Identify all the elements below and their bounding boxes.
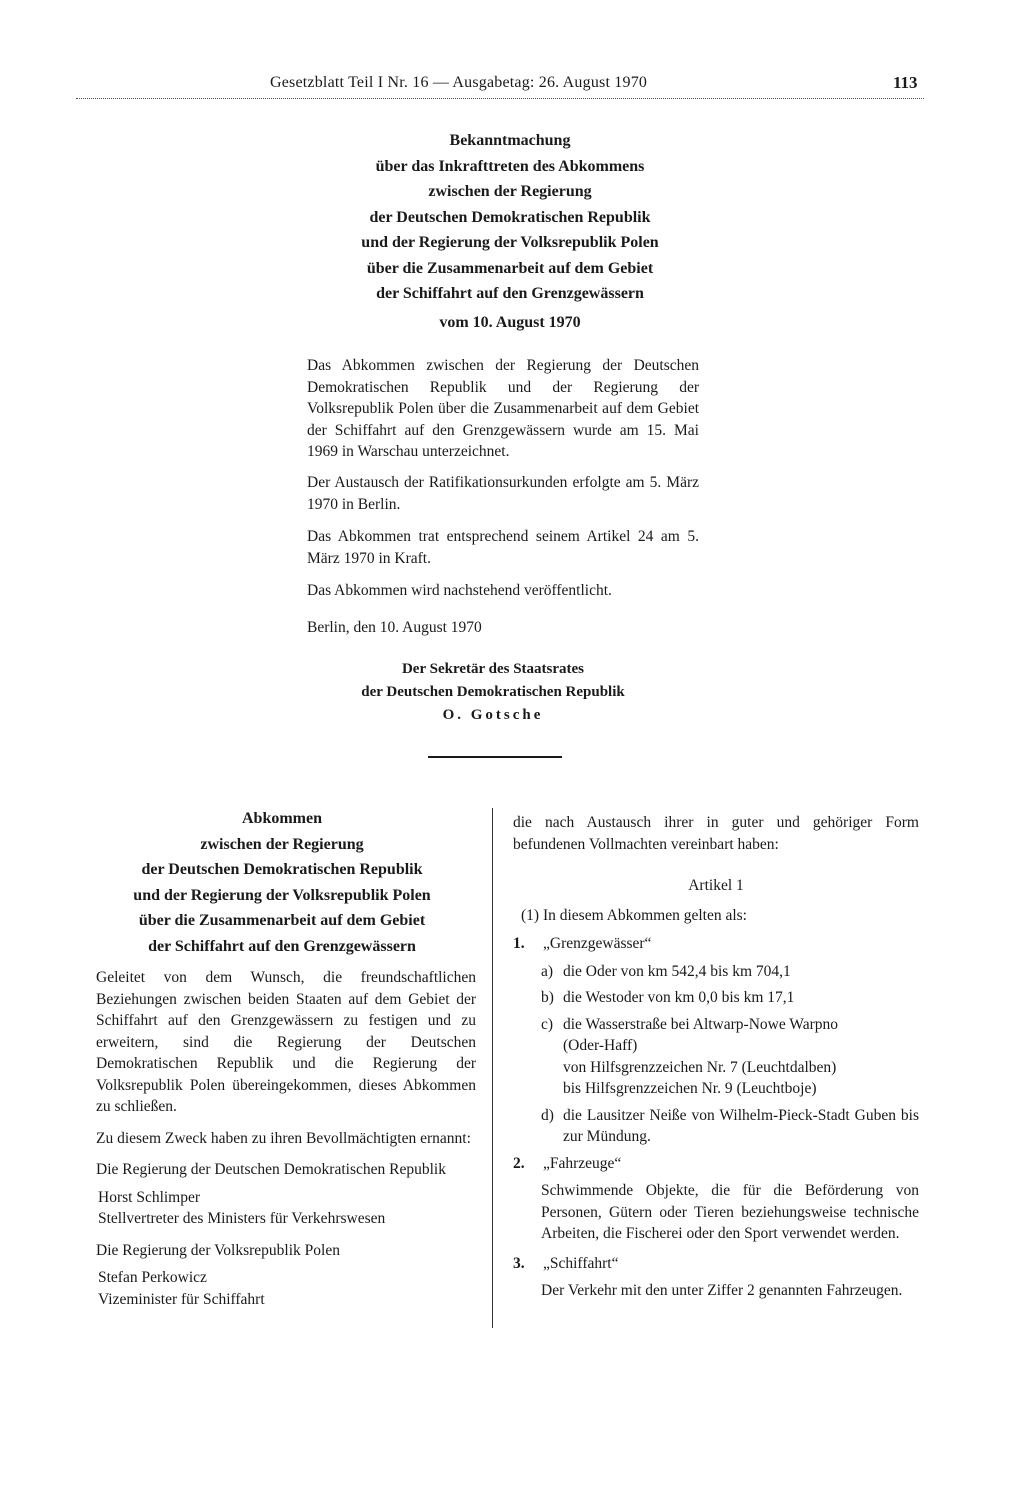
announcement-title <box>280 128 740 307</box>
running-header: Gesetzblatt Teil I Nr. 16 — Ausgabetag: 26. August 1970 <box>270 74 648 91</box>
announcement-title-line: über das Inkrafttreten des Abkommens <box>375 157 645 175</box>
left-column <box>96 806 476 1320</box>
subitem-text <box>563 1014 919 1100</box>
announcement-title-line: der Schiffahrt auf den Grenzgewässern <box>376 285 644 302</box>
subitem-line: bis Hilfsgrenzzeichen Nr. 9 (Leuchtboje) <box>563 1080 817 1097</box>
page-number: 113 <box>893 73 918 92</box>
definition-term <box>513 1153 919 1175</box>
subitem-label: d) <box>541 1106 554 1124</box>
representative-ddr <box>96 1187 476 1230</box>
signatory-name: O. Gotsche <box>442 707 544 723</box>
definition-label: „Fahrzeuge“ <box>543 1154 622 1172</box>
announcement-paragraph: Das Abkommen trat entsprechend seinem Artikel 24 am 5. März 1970 in Kraft. <box>307 528 699 567</box>
subitem-text: die Lausitzer Neiße von Wilhelm-Pieck-Stadt Guben bis zur Mündung. <box>563 1106 919 1145</box>
subitem-text: die Oder von km 542,4 bis km 704,1 <box>563 962 791 980</box>
announcement-title-line: über die Zusammenarbeit auf dem Gebiet <box>366 259 654 277</box>
treaty-title-line: der Schiffahrt auf den Grenzgewässern <box>148 937 416 955</box>
column-divider <box>492 808 493 1328</box>
subitem-label: a) <box>541 962 554 980</box>
party-poland: Die Regierung der Volksrepublik Polen <box>96 1241 340 1259</box>
representative-title: Vizeminister für Schiffahrt <box>98 1290 265 1308</box>
signature-office-line: der Deutschen Demokratischen Republik <box>361 684 625 700</box>
definition-text: Schwimmende Objekte, die für die Beförderung von Personen, Gütern oder Tieren beziehungsweise technische Arbeiten, die Fischerei oder den Sport verwendet werden. <box>541 1182 919 1242</box>
definition-label: „Grenzgewässer“ <box>543 935 652 952</box>
representative-poland <box>96 1267 476 1310</box>
definition-text: Der Verkehr mit den unter Ziffer 2 genannten Fahrzeugen. <box>541 1282 903 1299</box>
header-rule <box>76 98 924 99</box>
definition-subitem <box>541 1014 919 1100</box>
announcement-paragraph: Der Austausch der Ratifikationsurkunden erfolgte am 5. März 1970 in Berlin. <box>307 474 699 513</box>
announcement-title-line: Bekanntmachung <box>449 132 571 149</box>
announcement-title-line: zwischen der Regierung <box>428 183 592 200</box>
announcement-title-line: der Deutschen Demokratischen Republik <box>369 208 651 226</box>
subitem-line: die Wasserstraße bei Altwarp-Nowe Warpno <box>563 1015 838 1033</box>
announcement-paragraph: Das Abkommen wird nachstehend veröffentlicht. <box>307 582 612 599</box>
definition-number: 2. <box>513 1154 525 1172</box>
announcement-paragraph: Das Abkommen zwischen der Regierung der Deutschen Demokratischen Republik und der Regierung der Volksrepublik Polen über die Zusammenarbeit auf dem Gebiet der Schiffahrt auf den Grenzgewässern wurde am 15. Mai 1969 in Warschau unterzeichnet. <box>307 357 699 460</box>
definition-subitem <box>541 961 919 983</box>
signature-block <box>320 658 666 727</box>
place-and-date: Berlin, den 10. August 1970 <box>307 619 482 636</box>
right-column <box>513 812 919 1310</box>
subitem-line: von Hilfsgrenzzeichen Nr. 7 (Leuchtdalben) <box>563 1058 837 1076</box>
subitem-label: b) <box>541 989 554 1006</box>
definition-subitem <box>541 987 919 1009</box>
definition-term <box>513 1253 919 1275</box>
definition-subitem <box>541 1105 919 1148</box>
representative-name: Horst Schlimper <box>98 1188 201 1206</box>
treaty-title-line: und der Regierung der Volksrepublik Polen <box>133 886 431 904</box>
definition-number: 1. <box>513 935 525 952</box>
definition-label: „Schiffahrt“ <box>543 1254 619 1272</box>
section-divider <box>428 756 562 758</box>
article-heading: Artikel 1 <box>688 877 744 894</box>
announcement-date: vom 10. August 1970 <box>439 314 581 331</box>
representative-title: Stellvertreter des Ministers für Verkehrswesen <box>98 1210 386 1227</box>
article-clause: (1) In diesem Abkommen gelten als: <box>521 906 747 924</box>
representative-name: Stefan Perkowicz <box>98 1269 207 1286</box>
treaty-title-line: über die Zusammenarbeit auf dem Gebiet <box>138 912 426 929</box>
treaty-title-line: Abkommen <box>241 810 322 827</box>
treaty-title <box>82 806 482 959</box>
definition-term <box>513 933 919 955</box>
announcement-title-line: und der Regierung der Volksrepublik Polen <box>361 234 659 251</box>
continuation-text: die nach Austausch ihrer in guter und gehöriger Form befundenen Vollmachten vereinbart haben: <box>513 814 919 853</box>
subitem-line: (Oder-Haff) <box>563 1037 638 1054</box>
definition-number: 3. <box>513 1254 525 1272</box>
subitem-text: die Westoder von km 0,0 bis km 17,1 <box>563 989 795 1006</box>
treaty-title-line: zwischen der Regierung <box>200 835 364 853</box>
party-ddr: Die Regierung der Deutschen Demokratischen Republik <box>96 1161 446 1178</box>
appointment-text: Zu diesem Zweck haben zu ihren Bevollmächtigten ernannt: <box>96 1129 471 1147</box>
treaty-title-line: der Deutschen Demokratischen Republik <box>141 861 423 878</box>
signature-office-line: Der Sekretär des Staatsrates <box>401 661 585 677</box>
preamble: Geleitet von dem Wunsch, die freundschaftlichen Beziehungen zwischen beiden Staaten auf dem Gebiet der Schiffahrt auf den Grenzgewässern zu festigen und zu erweitern, sind die Regierung der Deutschen Demokratischen Republik und die Regierung der Volksrepublik Polen übereingekommen, dieses Abkommen zu schließen. <box>96 969 476 1115</box>
subitem-label: c) <box>541 1015 554 1033</box>
